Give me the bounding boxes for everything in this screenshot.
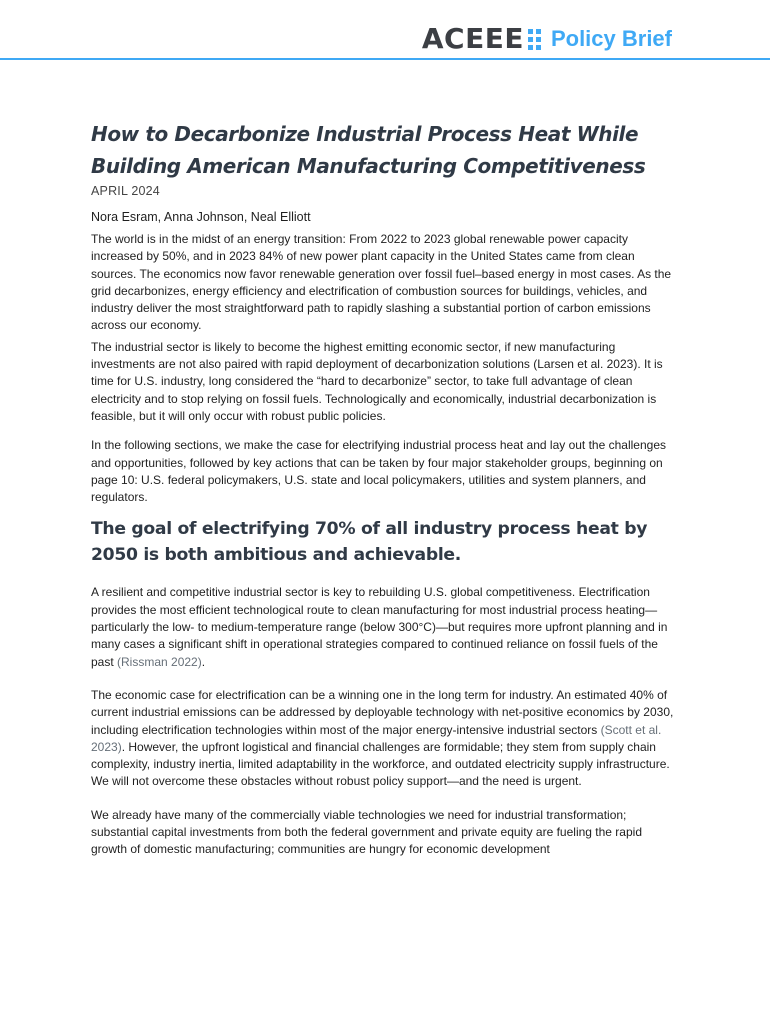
citation-scott[interactable]: (Scott et al. 2023) <box>91 722 662 754</box>
aceee-logo: ACEEE <box>421 22 524 55</box>
paragraph-industrial-sector: The industrial sector is likely to become the highest emitting economic sector, if new manufacturing investments are not also paired with rapid deployment of decarbonization solutions (Larsen et al. 2023). It is time for U.S. industry, long considered the “hard to decarbonize” sector, to take full advantage of clean electricity and to stop relying on fossil fuels. Technologically and economically, industrial decarbonization is feasible, but it will only occur with robust public policies. <box>91 339 663 423</box>
paragraph-intro: The world is in the midst of an energy transition: From 2022 to 2023 global renewable power capacity increased by 50%, and in 2023 84% of new power plant capacity in the United States came from clean sources. The economics now favor renewable generation over fossil fuel–based energy in most cases. As the grid decarbonizes, energy efficiency and electrification of combustion sources for buildings, vehicles, and industry deliver the most straightforward path to rapidly slashing a substantial portion of carbon emissions across our economy. <box>91 232 672 333</box>
paragraph-economic-case: The economic case for electrification can be a winning one in the long term for industry. An estimated 40% of current industrial emissions can be addressed by deployable technology with net-positive economics by 2030, including electrification technologies within most of the major energy-intensive industrial sectors (Scott et al. 2023). However, the upfront logistical and financial challenges are formidable; they stem from supply chain complexity, industry inertia, limited adaptability in the workforce, and outdated electricity supply infrastructure. We will not overcome these obstacles without robust policy support—and the need is urgent. <box>91 687 674 789</box>
logo-dots-icon <box>528 29 541 50</box>
title-line-1: How to Decarbonize Industrial Process Heat While <box>91 122 639 146</box>
paragraph-technologies: We already have many of the commercially viable technologies we need for industrial transformation; substantial capital investments from both the federal government and private equity are fueling the rapid growth of domestic manufacturing; communities are hungry for economic development <box>91 807 642 857</box>
page-header <box>0 0 770 62</box>
document-body <box>91 118 681 859</box>
header-divider <box>0 58 770 60</box>
title-line-2: Building American Manufacturing Competitiveness <box>91 154 646 178</box>
policy-brief-label: Policy Brief <box>550 26 672 51</box>
document-title <box>91 118 681 182</box>
citation-rissman[interactable]: (Rissman 2022) <box>117 654 202 669</box>
section-heading: The goal of electrifying 70% of all industry process heat by 2050 is both ambitious and achievable. <box>91 519 648 566</box>
brand <box>422 24 672 54</box>
paragraph-resilient-sector: A resilient and competitive industrial sector is key to rebuilding U.S. global competitiveness. Electrification provides the most efficient technological route to clean manufacturing for most industrial process heating—particularly the low- to medium-temperature range (below 300°C)—but requires more upfront planning and in many cases a significant shift in operational strategies compared to continued reliance on fossil fuels of the past (Rissman 2022). <box>91 585 668 669</box>
publication-date: APRIL 2024 <box>91 184 160 198</box>
paragraph-following-sections: In the following sections, we make the case for electrifying industrial process heat and lay out the challenges and opportunities, followed by key actions that can be taken by four major stakeholder groups, beginning on page 10: U.S. federal policymakers, U.S. state and local policymakers, utilities and system planners, and regulators. <box>91 438 666 505</box>
authors: Nora Esram, Anna Johnson, Neal Elliott <box>91 210 311 224</box>
